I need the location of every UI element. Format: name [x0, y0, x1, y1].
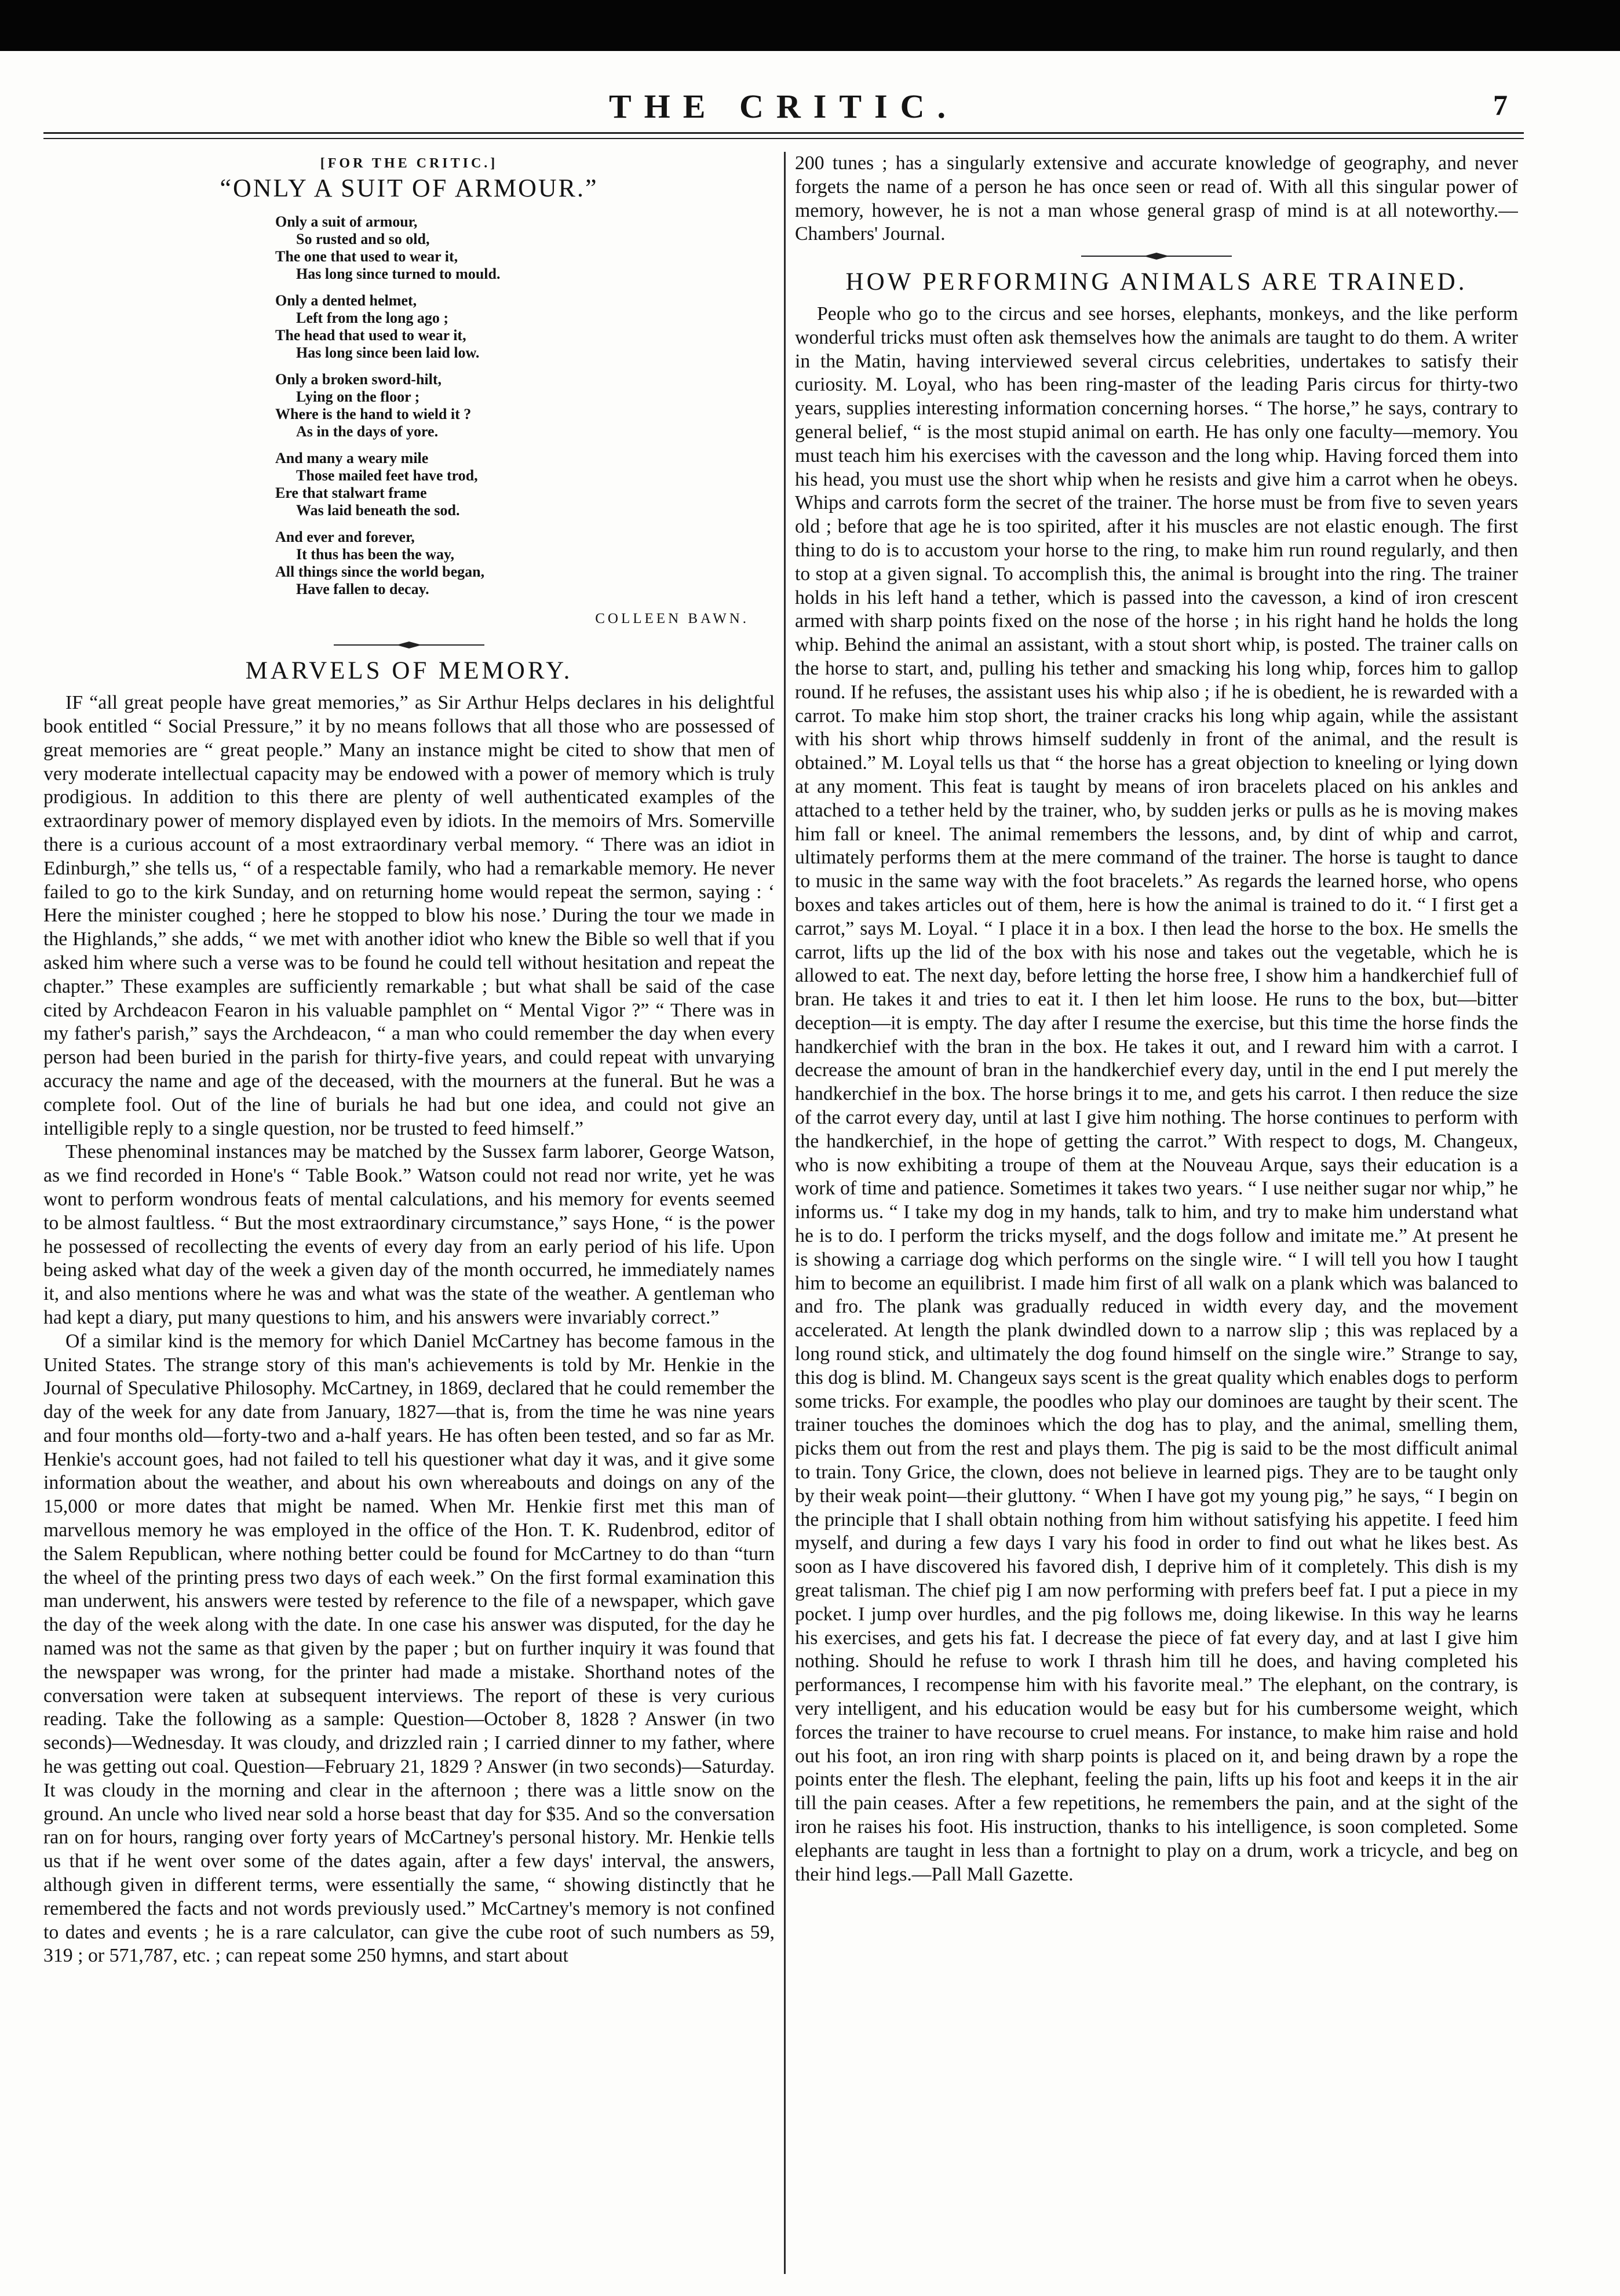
header-rule-thin — [43, 138, 1524, 139]
poem-stanza — [275, 292, 775, 362]
page-top-edge — [0, 0, 1620, 51]
ornament-divider — [1081, 252, 1232, 260]
poem-line: And ever and forever, — [275, 528, 415, 545]
poem-line: Only a broken sword-hilt, — [275, 370, 442, 388]
poem-line: Has long since been laid low. — [296, 344, 480, 361]
poem-line: As in the days of yore. — [296, 422, 439, 440]
page-number: 7 — [1493, 89, 1508, 121]
masthead-title: THE CRITIC. — [609, 88, 958, 125]
poem-line: Those mailed feet have trod, — [296, 467, 478, 484]
poem-body — [43, 213, 775, 598]
memory-paragraph: These phenominal instances may be matched by the Sussex farm laborer, George Watson, as we find recorded in Hone's “ Table Book.” Watson could not read nor write, yet he was wont to perform wondrous feats of mental calculations, and his memory for events seemed to be almost faultless. “ But the most extraordinary circumstance,” says Hone, “ is the power he possessed of recollecting the events of every day from an early period of his life. Upon being asked what day of the week a given day of the month occurred, he immediately names it, and also mentions where he was and what was the state of the weather. A gentleman who had kept a diary, put many questions to him, and his answers were invariably correct.” — [43, 1141, 775, 1328]
animals-paragraph: People who go to the circus and see horses, elephants, monkeys, and the like perform wonderful tricks must often ask themselves how the animals are taught to do them. A writer in the Matin, having interviewed several circus celebrities, undertakes to satisfy their curiosity. M. Loyal, who has been ring-master of the leading Paris circus for thirty-two years, supplies interesting information concerning horses. “ The horse,” he says, contrary to general belief, “ is the most stupid animal on earth. He has only one faculty—memory. You must teach him his exercises with the cavesson and the long whip. Having forced them into his head, you must use the short whip when he resists and give him a carrot when he obeys. Whips and carrots form the secret of the trainer. The horse must be from five to seven years old ; before that age he is too spirited, after it his muscles are not elastic enough. The first thing to do is to accustom your horse to the ring, to make him run round regularly, and then to stop at a given signal. To accomplish this, the animal is brought into the ring. The trainer holds in his left hand a tether, which is passed into the cavesson, a kind of iron crescent armed with sharp points fixed on the nose of the horse ; in his right hand he holds the long whip. Behind the animal an assistant, with a stout short whip, is posted. The trainer calls on the horse to start, and, pulling his tether and smacking his long whip, forces him to gallop round. If he refuses, the assistant uses his whip also ; if he is obedient, he is rewarded with a carrot. To make him stop short, the trainer cracks his long whip again, while the assistant with his short whip throws himself suddenly in front of the animal, and the result is obtained.” M. Loyal tells us that “ the horse has a great objection to kneeling or lying down at any moment. This feat is taught by means of iron bracelets placed on his ankles and attached to a tether held by the trainer, who, by sudden jerks or pulls as he is moving makes him fall or kneel. The animal remembers the lessons, and, by dint of whip and carrot, ultimately performs them at the mere command of the trainer. The horse is taught to dance to music in the same way with the foot bracelets.” As regards the learned horse, who opens boxes and takes articles out of them, here is how the animal is trained to do it. “ I first get a carrot,” says M. Loyal. “ I place it in a box. I then lead the horse to the box. He smells the carrot, lifts up the lid of the box with his nose and takes out the vegetable, which he is allowed to eat. The next day, before letting the horse free, I show him a handkerchief full of bran. He takes it and tries to eat it. I then let him loose. He runs to the box, but—bitter deception—it is empty. The day after I resume the exercise, but this time the horse finds the handkerchief with the bran in the box. He takes it out, and I reward him with a carrot. I decrease the amount of bran in the handkerchief every day, until in the end I put merely the handkerchief in the box. The horse brings it to me, and gets his carrot. I then reduce the size of the carrot every day, until at last I give him nothing. The horse continues to perform with the handkerchief, in the hope of getting the carrot.” With respect to dogs, M. Changeux, who is now exhibiting a troupe of them at the Nouveau Arque, says their education is a work of time and patience. Sometimes it takes two years. “ I use neither sugar nor whip,” he informs us. “ I take my dog in my hands, talk to him, and try to make him understand what he is to do. I perform the tricks myself, and the dogs follow and imitate me.” At present he is showing a carriage dog which performs on the single wire. “ I will tell you how I taught him to become an equilibrist. I made him first of all walk on a plank which was balanced to and fro. The plank was gradually reduced in width every day, and the movement accelerated. At length the plank dwindled down to a narrow slip ; this was replaced by a long round stick, and ultimately the dog found himself on the single wire.” Strange to say, this dog is blind. M. Changeux says scent is the great quality which enables dogs to perform some tricks. For example, the poodles who play our dominoes are taught by their scent. The trainer touches the dominoes which the dog has to play, and the animal, smelling them, picks them out from the rest and plays them. The pig is said to be the most difficult animal to train. Tony Grice, the clown, does not believe in learned pigs. They are to be taught only by their weak point—their gluttony. “ When I have got my young pig,” he says, “ I begin on the principle that I shall obtain nothing from him without satisfying his appetite. I feed him myself, and during a few days I vary his food in order to find out what he likes best. As soon as I have discovered his favored dish, I deprive him of it completely. This dish is my great talisman. The chief pig I am now performing with prefers beef fat. I put a piece in my pocket. I jump over hurdles, and the pig follows me, doing likewise. In this way he learns his exercises, and gets his fat. I decrease the piece of fat every day, and at last I give him nothing. Should he refuse to work I thrash him till he does, and having completed his performances, I recompense him with his favorite meal.” The elephant, on the contrary, is very intelligent, and his education would be easy but for his cumbersome weight, which forces the trainer to have recourse to cruel means. For instance, to make him raise and hold out his foot, an iron ring with sharp points is placed on it, and being drawn by a rope the points enter the flesh. The elephant, feeling the pain, lifts up his foot and keeps it in the air till the pain ceases. After a few repetitions, he remembers the pain, and at the sight of the iron he raises his foot. His instruction, thanks to his intelligence, is soon completed. Some elephants are taught in less than a fortnight to play on a drum, work a tricycle, and beg on their hind legs.—Pall Mall Gazette. — [795, 303, 1518, 1885]
poem-line: So rusted and so old, — [296, 230, 430, 247]
poem-stanza — [275, 450, 775, 519]
poem-line: Was laid beneath the sod. — [296, 501, 460, 519]
poem-line: Has long since turned to mould. — [296, 265, 501, 282]
poem-line: Where is the hand to wield it ? — [275, 405, 472, 422]
poem-signature: COLLEEN BAWN. — [595, 610, 749, 626]
poem-stanza — [275, 213, 775, 283]
poem-stanza — [275, 371, 775, 440]
memory-paragraph: Of a similar kind is the memory for which Daniel McCartney has become famous in the United States. The strange story of this man's achievements is told by Mr. Henkie in the Journal of Speculative Philosophy. McCartney, in 1869, declared that he could remember the day of the week for any date from January, 1827—that is, from the time he was nine years and four months old—forty-two and a-half years. He has often been tested, and so far as Mr. Henkie's account goes, had not failed to tell his questioner what day it was, and it give some information about the weather, and about his own whereabouts and doings on any of the 15,000 or more dates that might be named. When Mr. Henkie first met this man of marvellous memory he was employed in the office of the Hon. T. K. Rudenbrod, editor of the Salem Republican, where nothing better could be found for McCartney to do than “turn the wheel of the printing press two days of each week.” On the first formal examination this man underwent, his answers were tested by reference to the file of a newspaper, which gave the day of the week along with the date. In one case his answer was disputed, for the day he named was not the same as that given by the paper ; but on further inquiry it was found that the newspaper was wrong, for the printer had made a mistake. Shorthand notes of the conversation were taken at subsequent interviews. The report of these is very curious reading. Take the following as a sample: Question—October 8, 1828 ? Answer (in two seconds)—Wednesday. It was cloudy, and drizzled rain ; I carried dinner to my father, where he was getting out coal. Question—February 21, 1829 ? Answer (in two seconds)—Saturday. It was cloudy in the morning and clear in the afternoon ; there was a little snow on the ground. An uncle who lived near sold a horse beast that day for $35. And so the conversation ran on for hours, ranging over forty years of McCartney's personal history. Mr. Henkie tells us that if he went over some of the dates again, after a few days' interval, the answers, although given in different terms, were essentially the same, “ showing distinctly that he remembered the facts and not words previously used.” McCartney's memory is not confined to dates and events ; he is a rare calculator, can give the cube root of such numbers as 59, 319 ; or 571,787, etc. ; can repeat some 250 hymns, and start about — [43, 1330, 775, 1967]
poem-line: The head that used to wear it, — [275, 326, 466, 344]
right-column — [795, 152, 1518, 2276]
poem-line: Only a suit of armour, — [275, 213, 418, 230]
poem-line: All things since the world began, — [275, 563, 485, 580]
poem-stanza — [275, 529, 775, 598]
memory-article-title: MARVELS OF MEMORY. — [245, 657, 573, 685]
header-rule — [43, 132, 1524, 134]
column-divider — [784, 152, 786, 2274]
page-header — [43, 70, 1524, 145]
poem-attribution: [FOR THE CRITIC.] — [320, 156, 498, 171]
poem-title: “ONLY A SUIT OF ARMOUR.” — [220, 173, 599, 202]
memory-paragraph: IF “all great people have great memories,” as Sir Arthur Helps declares in his delightful book entitled “ Social Pressure,” it by no means follows that all those who are possessed of great memories are “ great people.” Many an instance might be cited to show that men of very moderate intellectual capacity may be endowed with a power of memory which is truly prodigious. In addition to this there are plenty of well authenticated examples of the extraordinary power of memory displayed even by idiots. In the memoirs of Mrs. Somerville there is a curious account of a most extraordinary verbal memory. “ There was an idiot in Edinburgh,” she tells us, “ of a respectable family, who had a remarkable memory. He never failed to go to the kirk Sunday, and on returning home would repeat the sermon, saying : ‘ Here the minister coughed ; here he stopped to blow his nose.’ During the tour we made in the Highlands,” she adds, “ we met with another idiot who knew the Bible so well that if you asked him where such a verse was to be found he could tell without hesitation and repeat the chapter.” These examples are sufficiently remarkable ; but what shall be said of the case cited by Archdeacon Fearon in his valuable pamphlet on “ Mental Vigor ?” “ There was in my father's parish,” says the Archdeacon, “ a man who could remember the day when every person had been buried in the parish for thirty-five years, and could repeat with unvarying accuracy the name and age of the deceased, with the mourners at the funeral. But he was a complete fool. Out of the line of burials he had but one idea, and could not give an intelligible reply to a single question, nor be trusted to feed himself.” — [43, 692, 775, 1139]
ornament-divider — [334, 641, 484, 649]
poem-line: The one that used to wear it, — [275, 247, 458, 265]
poem-line: Only a dented helmet, — [275, 291, 417, 309]
poem-line: Lying on the floor ; — [296, 388, 420, 405]
left-column — [43, 152, 775, 2276]
poem-line: Have fallen to decay. — [296, 580, 429, 597]
poem-line: It thus has been the way, — [296, 545, 455, 563]
memory-article-continuation: 200 tunes ; has a singularly extensive and accurate knowledge of geography, and never forgets the name of a person he has once seen or read of. With all this singular power of memory, however, he is not a man whose general grasp of mind is at all noteworthy.—Chambers' Journal. — [795, 152, 1518, 245]
poem-line: Ere that stalwart frame — [275, 484, 427, 501]
poem-line: Left from the long ago ; — [296, 309, 449, 326]
poem-line: And many a weary mile — [275, 449, 429, 467]
animals-article-title: HOW PERFORMING ANIMALS ARE TRAINED. — [845, 268, 1468, 296]
